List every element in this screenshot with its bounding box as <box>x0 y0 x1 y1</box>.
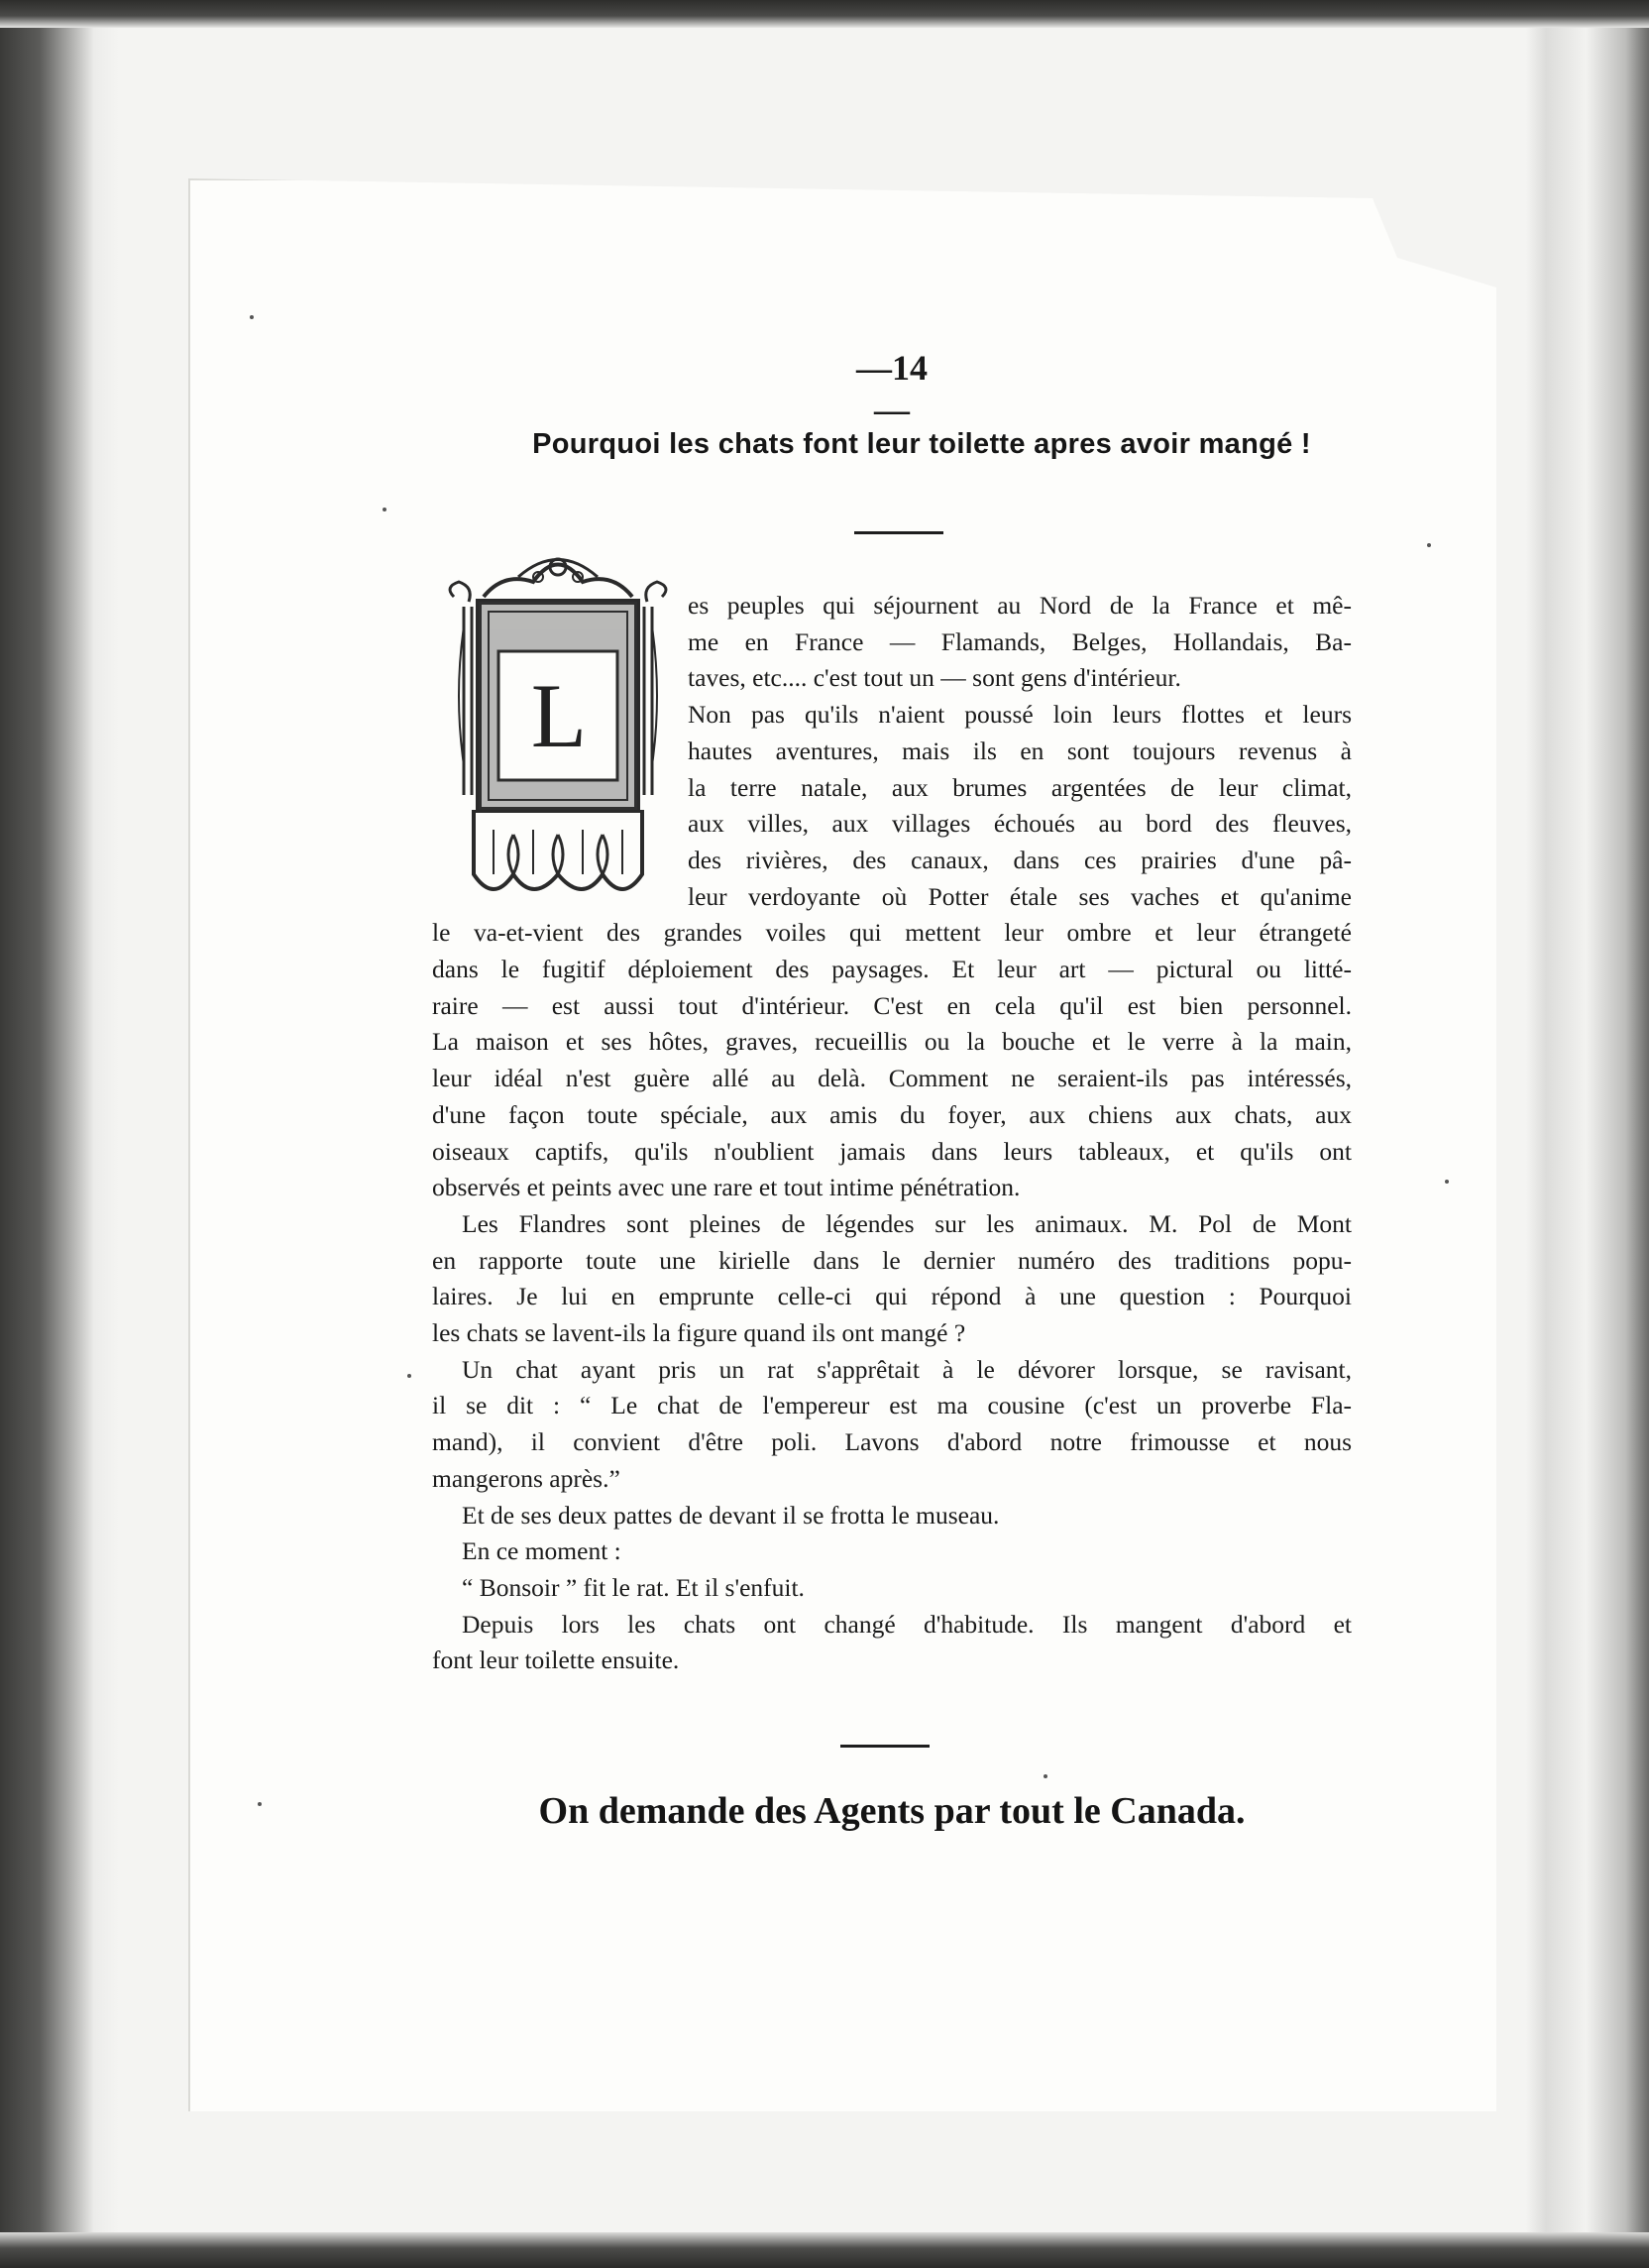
text-line: Non pas qu'ils n'aient poussé loin leurs flottes et leurs <box>688 700 1352 730</box>
text-line: dans le fugitif déploiement des paysages. Et leur art — pictural ou litté- <box>432 955 1352 983</box>
text-line: Les Flandres sont pleines de légendes sur les animaux. M. Pol de Mont <box>462 1208 1352 1238</box>
page-number: —14— <box>856 348 928 429</box>
text-line: leur idéal n'est guère allé au delà. Comment ne seraient-ils pas intéressés, <box>432 1064 1352 1093</box>
article-title: Pourquoi les chats font leur toilette apres avoir mangé ! <box>532 428 1311 460</box>
title-divider <box>854 531 943 534</box>
text-line: raire — est aussi tout d'intérieur. C'est en cela qu'il est bien personnel. <box>432 990 1352 1020</box>
text-line: aux villes, aux villages échoués au bord des fleuves, <box>688 809 1352 839</box>
text-line: la terre natale, aux brumes argentées de leur climat, <box>688 772 1352 802</box>
text-line: laires. Je lui en emprunte celle-ci qui répond à une question : Pourquoi <box>432 1282 1352 1311</box>
text-line: taves, etc.... c'est tout un — sont gens d'intérieur. <box>688 663 1181 693</box>
text-line: Un chat ayant pris un rat s'apprêtait à le dévorer lorsque, se ravisant, <box>462 1354 1352 1384</box>
footer-divider <box>840 1745 930 1748</box>
scan-speck <box>1445 1180 1449 1184</box>
text-line: observés et peints avec une rare et tout intime pénétration. <box>432 1173 1021 1202</box>
text-line: oiseaux captifs, qu'ils n'oublient jamais dans leurs tableaux, et qu'ils ont <box>432 1136 1352 1166</box>
text-line: me en France — Flamands, Belges, Hollandais, Ba- <box>688 626 1352 656</box>
footer-notice: On demande des Agents par tout le Canada. <box>538 1790 1246 1832</box>
text-line: Et de ses deux pattes de devant il se frotta le museau. <box>462 1500 1000 1530</box>
text-line: Depuis lors les chats ont changé d'habitude. Ils mangent d'abord et <box>462 1609 1352 1639</box>
scan-speck <box>383 508 386 511</box>
scan-bottom-edge <box>0 2232 1649 2268</box>
text-line: es peuples qui séjournent au Nord de la France et mê- <box>688 591 1352 620</box>
scan-speck <box>1044 1774 1047 1778</box>
text-line: d'une façon toute spéciale, aux amis du foyer, aux chiens aux chats, aux <box>432 1099 1352 1129</box>
text-line: le va-et-vient des grandes voiles qui mettent leur ombre et leur étrangeté <box>432 918 1352 948</box>
text-line: En ce moment : <box>462 1536 621 1566</box>
scan-speck <box>250 315 254 319</box>
text-line: hautes aventures, mais ils en sont toujours revenus à <box>688 736 1352 765</box>
text-line: il se dit : “ Le chat de l'empereur est ma cousine (c'est un proverbe Fla- <box>432 1391 1352 1420</box>
ornamental-dropcap <box>434 547 682 919</box>
text-line: La maison et ses hôtes, graves, recueillis ou la bouche et le verre à la main, <box>432 1027 1352 1057</box>
text-line: mangerons après.” <box>432 1463 620 1493</box>
text-line: des rivières, des canaux, dans ces prairies d'une pâ- <box>688 845 1352 874</box>
scan-speck <box>407 1374 411 1378</box>
text-line: leur verdoyante où Potter étale ses vaches et qu'anime <box>688 881 1352 911</box>
scan-speck <box>1427 543 1431 547</box>
text-line: mand), il convient d'être poli. Lavons d'abord notre frimousse et nous <box>432 1427 1352 1457</box>
text-line: en rapporte toute une kirielle dans le dernier numéro des traditions popu- <box>432 1245 1352 1275</box>
text-line: “ Bonsoir ” fit le rat. Et il s'enfuit. <box>462 1572 805 1602</box>
scan-speck <box>258 1802 262 1806</box>
dropcap-letter: L <box>530 665 588 766</box>
text-line: font leur toilette ensuite. <box>432 1645 680 1675</box>
scan-top-edge <box>0 0 1649 28</box>
text-line: les chats se lavent-ils la figure quand ils ont mangé ? <box>432 1318 966 1347</box>
